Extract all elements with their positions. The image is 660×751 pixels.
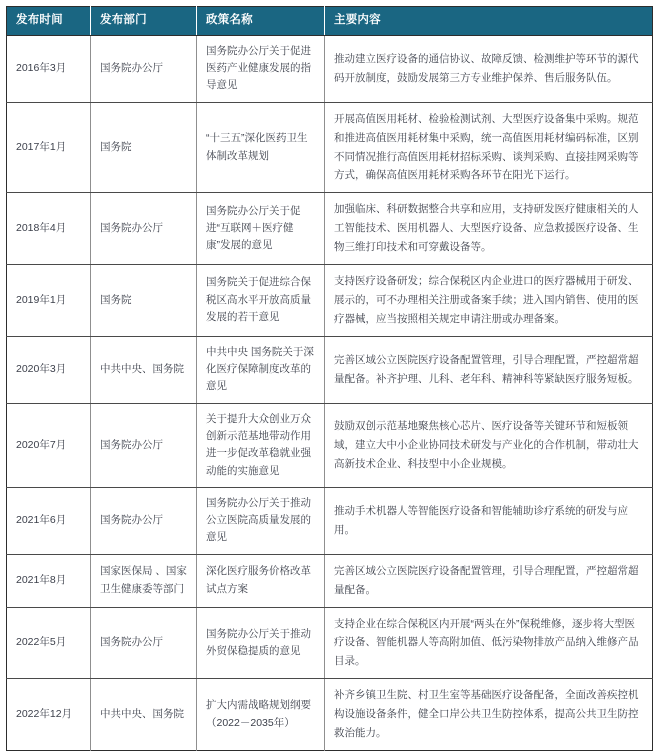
cell-dept: 国家医保局 、国家卫生健康委等部门 (91, 554, 197, 607)
table-row (7, 35, 653, 102)
table-row (7, 193, 653, 265)
cell-main-content: 支持企业在综合保税区内开展“两头在外”保税维修，逐步将大型医疗设备、智能机器人等高附加值、低污染物排放产品纳入维修产品目录。 (325, 607, 653, 679)
table-row (7, 403, 653, 487)
policy-table (6, 6, 653, 751)
cell-date: 2021年8月 (7, 554, 91, 607)
cell-date: 2017年1月 (7, 102, 91, 193)
table-header-row (7, 7, 653, 36)
cell-date: 2020年3月 (7, 336, 91, 403)
cell-dept: 国务院办公厅 (91, 607, 197, 679)
cell-policy-name: 国务院办公厅关于推动外贸保稳提质的意见 (197, 607, 325, 679)
table-row (7, 102, 653, 193)
cell-policy-name: 国务院办公厅关于促进医药产业健康发展的指导意见 (197, 35, 325, 102)
column-header-date: 发布时间 (7, 7, 91, 36)
cell-date: 2022年12月 (7, 679, 91, 751)
cell-main-content: 鼓励双创示范基地聚焦核心芯片、医疗设备等关键环节和短板领域，建立大中小企业协同技术研发与产业化的合作机制，带动壮大高新技术企业、科技型中小企业规模。 (325, 403, 653, 487)
cell-dept: 国务院办公厅 (91, 35, 197, 102)
cell-policy-name: 国务院关于促进综合保税区高水平开放高质量发展的若干意见 (197, 264, 325, 336)
cell-policy-name: “十三五”深化医药卫生体制改革规划 (197, 102, 325, 193)
cell-main-content: 推动手术机器人等智能医疗设备和智能辅助诊疗系统的研发与应用。 (325, 487, 653, 554)
table-row (7, 554, 653, 607)
table-header (7, 7, 653, 36)
cell-policy-name: 中共中央 国务院关于深化医疗保障制度改革的意见 (197, 336, 325, 403)
cell-policy-name: 扩大内需战略规划纲要（2022－2035年） (197, 679, 325, 751)
cell-date: 2022年5月 (7, 607, 91, 679)
table-body (7, 35, 653, 750)
cell-dept: 中共中央、国务院 (91, 336, 197, 403)
cell-policy-name: 关于提升大众创业万众创新示范基地带动作用进一步促改革稳就业强动能的实施意见 (197, 403, 325, 487)
cell-main-content: 完善区域公立医院医疗设备配置管理，引导合理配置，严控超常超量配备。补齐护理、儿科、老年科、精神科等紧缺医疗服务短板。 (325, 336, 653, 403)
cell-dept: 国务院 (91, 264, 197, 336)
cell-main-content: 推动建立医疗设备的通信协议、故障反馈、检测维护等环节的源代码开放制度，鼓励发展第三方专业维护保养、售后服务队伍。 (325, 35, 653, 102)
column-header-name: 政策名称 (197, 7, 325, 36)
cell-main-content: 开展高值医用耗材、检验检测试剂、大型医疗设备集中采购。规范和推进高值医用耗材集中采购，统一高值医用耗材编码标准，区别不同情况推行高值医用耗材招标采购、谈判采购、直接挂网采购等方式，确保高值医用耗材采购各环节在阳光下运行。 (325, 102, 653, 193)
cell-dept: 国务院办公厅 (91, 193, 197, 265)
cell-main-content: 完善区域公立医院医疗设备配置管理，引导合理配置，严控超常超量配备。 (325, 554, 653, 607)
cell-main-content: 补齐乡镇卫生院、村卫生室等基础医疗设备配备，全面改善疾控机构设施设备条件，健全口岸公共卫生防控体系，提高公共卫生防控救治能力。 (334, 689, 639, 739)
cell-dept: 国务院办公厅 (91, 403, 197, 487)
cell-policy-name: 国务院办公厅关于推动公立医院高质量发展的意见 (197, 487, 325, 554)
table-row (7, 264, 653, 336)
cell-date: 2018年4月 (7, 193, 91, 265)
cell-date: 2021年6月 (7, 487, 91, 554)
cell-dept: 国务院 (91, 102, 197, 193)
cell-policy-name: 国务院办公厅关于促进“互联网＋医疗健康”发展的意见 (197, 193, 325, 265)
cell-policy-name: 深化医疗服务价格改革试点方案 (197, 554, 325, 607)
cell-date: 2020年7月 (7, 403, 91, 487)
cell-main-content: 加强临床、科研数据整合共享和应用，支持研发医疗健康相关的人工智能技术、医用机器人、大型医疗设备、应急救援医疗设备、生物三维打印技术和可穿戴设备等。 (325, 193, 653, 265)
cell-main-content: 支持医疗设备研发；综合保税区内企业进口的医疗器械用于研发、展示的，可不办理相关注册或备案手续；进入国内销售、使用的医疗器械，应当按照相关规定申请注册或办理备案。 (325, 264, 653, 336)
column-header-body: 主要内容 (325, 7, 653, 36)
cell-date: 2019年1月 (7, 264, 91, 336)
cell-dept: 中共中央、国务院 (91, 679, 197, 751)
column-header-dept: 发布部门 (91, 7, 197, 36)
table-row (7, 336, 653, 403)
cell-dept: 国务院办公厅 (91, 487, 197, 554)
table-row (7, 487, 653, 554)
table-row (7, 679, 653, 751)
table-row (7, 607, 653, 679)
cell-date: 2016年3月 (7, 35, 91, 102)
